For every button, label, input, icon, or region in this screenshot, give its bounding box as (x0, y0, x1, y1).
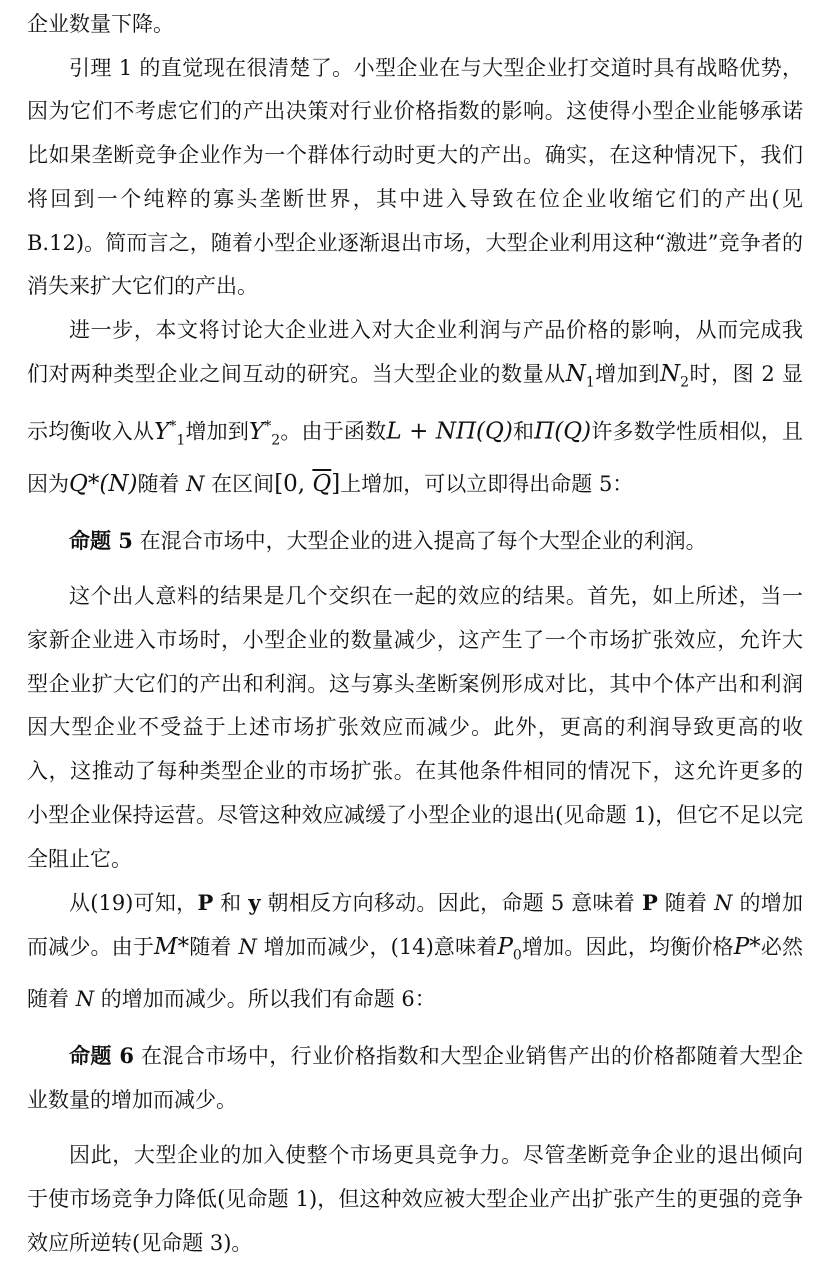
text-span: 增加。因此，均衡价格 (521, 934, 734, 959)
text-span: 在区间 (204, 471, 275, 496)
math-subscript: 2 (680, 374, 689, 391)
paragraph-5 (27, 881, 803, 1022)
interval-close: ] (331, 470, 341, 497)
math-interval (274, 471, 340, 497)
math-symbol: N (659, 360, 681, 387)
interval-open: [0, (274, 470, 313, 497)
paragraph-2: 引理 1 的直觉现在很清楚了。小型企业在与大型企业打交道时具有战略优势，因为它们不考虑它们的产出决策对行业价格指数的影响。这使得小型企业能够承诺比如果垄断竞争企业作为一个群体行动时更大的产出。确实，在这种情况下，我们将回到一个纯粹的寡头垄断世界，其中进入导致在位企业收缩它们的产出(见 B.12)。简而言之，随着小型企业逐渐退出市场，大型企业利用这种“激进”竞争者的消失来扩大它们的产出。 (27, 55, 803, 299)
text-span: 的增加而减少。由于 (27, 891, 804, 959)
text-span: 随着 (137, 471, 187, 496)
bold-p: P (641, 890, 658, 916)
document-page (27, 0, 803, 1265)
text-span: 必然随着 (27, 934, 804, 1012)
paragraph-6: 因此，大型企业的加入使整个市场更具竞争力。尽管垄断竞争企业的退出倾向于使市场竞争力降低(见命题 1)，但这种效应被大型企业产出扩张产生的更强的竞争效应所逆转(见命题 3)。 (27, 1143, 803, 1255)
math-n: N (75, 987, 95, 1012)
math-l-plus-n-pi: L + NΠ(Q) (386, 418, 513, 445)
math-n: N (186, 471, 205, 496)
text-span: 。由于函数 (280, 419, 387, 444)
math-symbol: P (497, 933, 513, 960)
math-subscript: 1 (585, 374, 595, 391)
math-symbol: Y (154, 418, 170, 445)
math-subscript: 2 (271, 432, 281, 449)
text-span: 进一步，本文将讨论大企业进入对大企业利润与产品价格的影响，从而完成我们对两种类型企业之间互动的研究。当大型企业的数量从 (27, 317, 803, 386)
math-symbol: Y (249, 418, 265, 445)
math-symbol: N (565, 360, 586, 387)
text-span: 许多数学性质相似，且因为 (27, 419, 804, 496)
math-superscript: * (264, 417, 272, 434)
text-span: 上增加，可以立即得出命题 5： (340, 471, 634, 496)
text-span: 增加而减少，(14)意味着 (256, 934, 498, 959)
proposition-text: 在混合市场中，大型企业的进入提高了每个大型企业的利润。 (132, 528, 707, 553)
math-n1 (565, 360, 595, 391)
math-q-bar: $\overline{Q}$ (312, 470, 332, 497)
math-m-star: M* (154, 933, 190, 960)
math-subscript: 0 (512, 947, 522, 964)
proposition-text: 在混合市场中，行业价格指数和大型企业销售产出的价格都随着大型企业数量的增加而减少。 (27, 1043, 803, 1112)
paragraph-1: 企业数量下降。 (27, 12, 174, 36)
math-pi-q: Π(Q) (534, 418, 592, 445)
proposition-5 (27, 519, 803, 564)
text-span: 随着 (189, 934, 239, 959)
paragraph-4: 这个出人意料的结果是几个交织在一起的效应的结果。首先，如上所述，当一家新企业进入市场时，小型企业的数量减少，这产生了一个市场扩张效应，允许大型企业扩大它们的产出和利润。这与寡头垄断案例形成对比，其中个体产出和利润因大型企业不受益于上述市场扩张效应而减少。此外，更高的利润导致更高的收入，这推动了每种类型企业的市场扩张。在其他条件相同的情况下，这允许更多的小型企业保持运营。尽管这种效应减缓了小型企业的退出(见命题 1)，但它不足以完全阻止它。 (27, 584, 803, 871)
proposition-6 (27, 1034, 803, 1122)
math-n: N (714, 891, 733, 916)
math-n2 (659, 360, 689, 391)
math-superscript: * (169, 417, 177, 434)
proposition-label: 命题 5 (69, 527, 133, 553)
text-span: 从(19)可知， (69, 891, 198, 916)
math-subscript: 1 (176, 432, 186, 449)
text-span: 和 (213, 891, 249, 916)
text-span: 的增加而减少。所以我们有命题 6： (94, 987, 436, 1012)
bold-p: P (197, 890, 214, 916)
math-q-star-n: Q*(N) (69, 470, 138, 497)
text-span: 增加到 (185, 419, 250, 444)
math-p-star: P* (733, 933, 761, 960)
math-y1-star (154, 417, 186, 449)
text-span: 时，图 2 显示均衡收入从 (27, 361, 804, 444)
math-p0 (497, 933, 522, 964)
proposition-label: 命题 6 (69, 1042, 135, 1068)
text-span: 随着 (657, 891, 715, 916)
bold-y: y (248, 890, 261, 916)
paragraph-3 (27, 309, 803, 507)
text-span: 增加到 (594, 361, 660, 386)
text-span: 和 (512, 419, 535, 444)
math-n: N (238, 934, 257, 959)
math-y2-star (249, 417, 281, 449)
text-span: 朝相反方向移动。因此，命题 5 意味着 (260, 891, 642, 916)
